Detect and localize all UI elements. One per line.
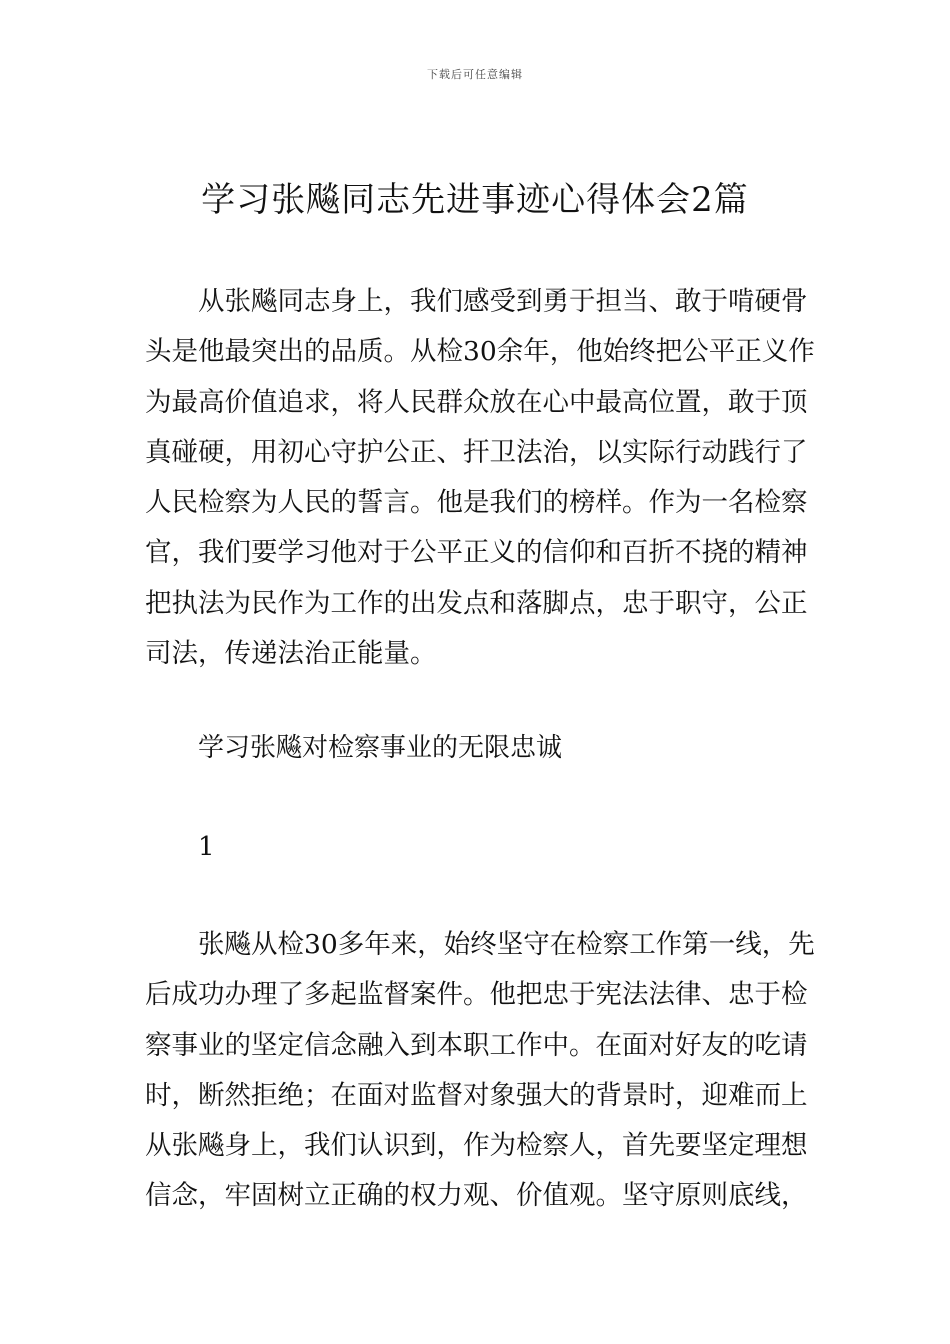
section-subheading: 学习张飚对检察事业的无限忠诚 bbox=[198, 733, 563, 763]
paragraph-line: 头是他最突出的品质。从检30余年，他始终把公平正义作 bbox=[145, 336, 815, 368]
paragraph-2 bbox=[145, 920, 815, 1222]
paragraph-line: 真碰硬，用初心守护公正、扞卫法治，以实际行动践行了 bbox=[145, 436, 808, 468]
paragraph-line: 时，断然拒绝；在面对监督对象强大的背景时，迎难而上 bbox=[145, 1079, 808, 1111]
paragraph-line: 后成功办理了多起监督案件。他把忠于宪法法律、忠于检 bbox=[145, 979, 808, 1011]
paragraph-line: 从张飚身上，我们认识到，作为检察人，首先要坚定理想 bbox=[145, 1130, 808, 1162]
header-note: 下载后可任意编辑 bbox=[427, 68, 523, 81]
paragraph-1 bbox=[145, 277, 815, 679]
paragraph-line: 察事业的坚定信念融入到本职工作中。在面对好友的吃请 bbox=[145, 1029, 808, 1061]
paragraph-line: 把执法为民作为工作的出发点和落脚点，忠于职守，公正 bbox=[145, 587, 808, 619]
paragraph-line: 从张飚同志身上，我们感受到勇于担当、敢于啃硬骨 bbox=[198, 286, 808, 317]
document-title: 学习张飚同志先进事迹心得体会2篇 bbox=[201, 180, 749, 220]
page-number: 1 bbox=[198, 832, 215, 862]
paragraph-line: 人民检察为人民的誓言。他是我们的榜样。作为一名检察 bbox=[145, 487, 808, 519]
paragraph-line: 为最高价值追求，将人民群众放在心中最高位置，敢于顶 bbox=[145, 386, 808, 418]
paragraph-line: 官，我们要学习他对于公平正义的信仰和百折不挠的精神 bbox=[145, 537, 808, 569]
paragraph-line: 张飚从检30多年来，始终坚守在检察工作第一线，先 bbox=[198, 929, 815, 960]
paragraph-line: 信念，牢固树立正确的权力观、价值观。坚守原则底线， bbox=[145, 1180, 808, 1212]
paragraph-line: 司法，传递法治正能量。 bbox=[145, 638, 437, 670]
